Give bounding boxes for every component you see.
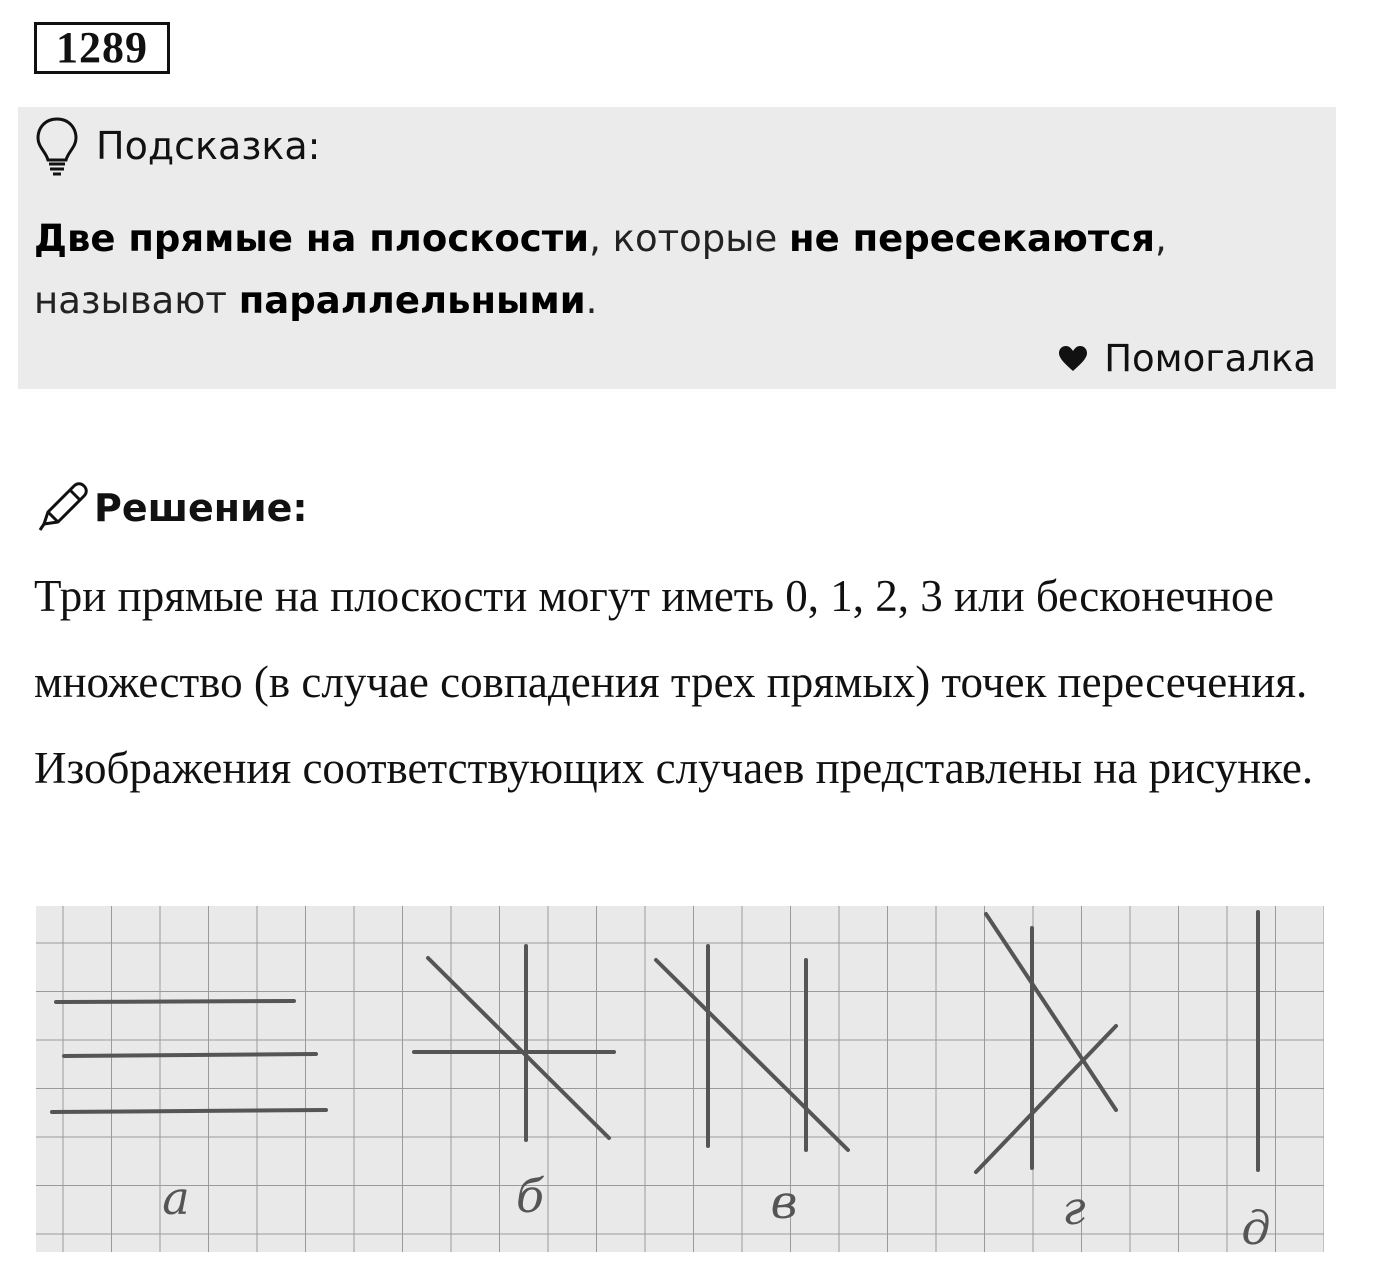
hint-term-3: параллельными xyxy=(238,279,586,322)
hint-text-3: . xyxy=(585,279,598,322)
solution-text: Три прямые на плоскости могут иметь 0, 1, 2, 3 или бесконечное множество (в случае совпадения трех прямых) точек пересечения. Изображения соответствующих случаев представлены на рисунке. xyxy=(34,571,1314,793)
heart-icon xyxy=(1058,345,1088,373)
lightbulb-icon xyxy=(34,116,80,176)
pencil-icon xyxy=(34,478,90,534)
lines-figure-svg xyxy=(36,906,1324,1252)
label-d: г xyxy=(1062,1181,1086,1235)
brand-label: Помогалка xyxy=(1104,337,1316,380)
case-a-line-3 xyxy=(52,1110,326,1112)
label-b: б xyxy=(515,1169,545,1223)
hint-text xyxy=(34,208,1294,332)
grid-lines xyxy=(36,906,1324,1252)
hint-text-2: , называют xyxy=(34,217,1167,322)
hint-term-2: не пересекаются xyxy=(789,217,1156,260)
solution-title: Решение: xyxy=(94,486,308,530)
hint-term-1: Две прямые на плоскости xyxy=(34,217,590,260)
case-a-line-1 xyxy=(56,1001,294,1002)
label-e: д xyxy=(1241,1201,1271,1252)
task-number: 1289 xyxy=(34,22,170,74)
hint-title: Подсказка: xyxy=(96,124,321,168)
case-a-line-2 xyxy=(64,1054,316,1056)
hint-text-1: , которые xyxy=(589,217,790,260)
label-c: в xyxy=(770,1175,798,1229)
lines-figure xyxy=(36,906,1324,1252)
label-a: а xyxy=(162,1171,190,1225)
brand-link[interactable] xyxy=(1058,334,1316,384)
